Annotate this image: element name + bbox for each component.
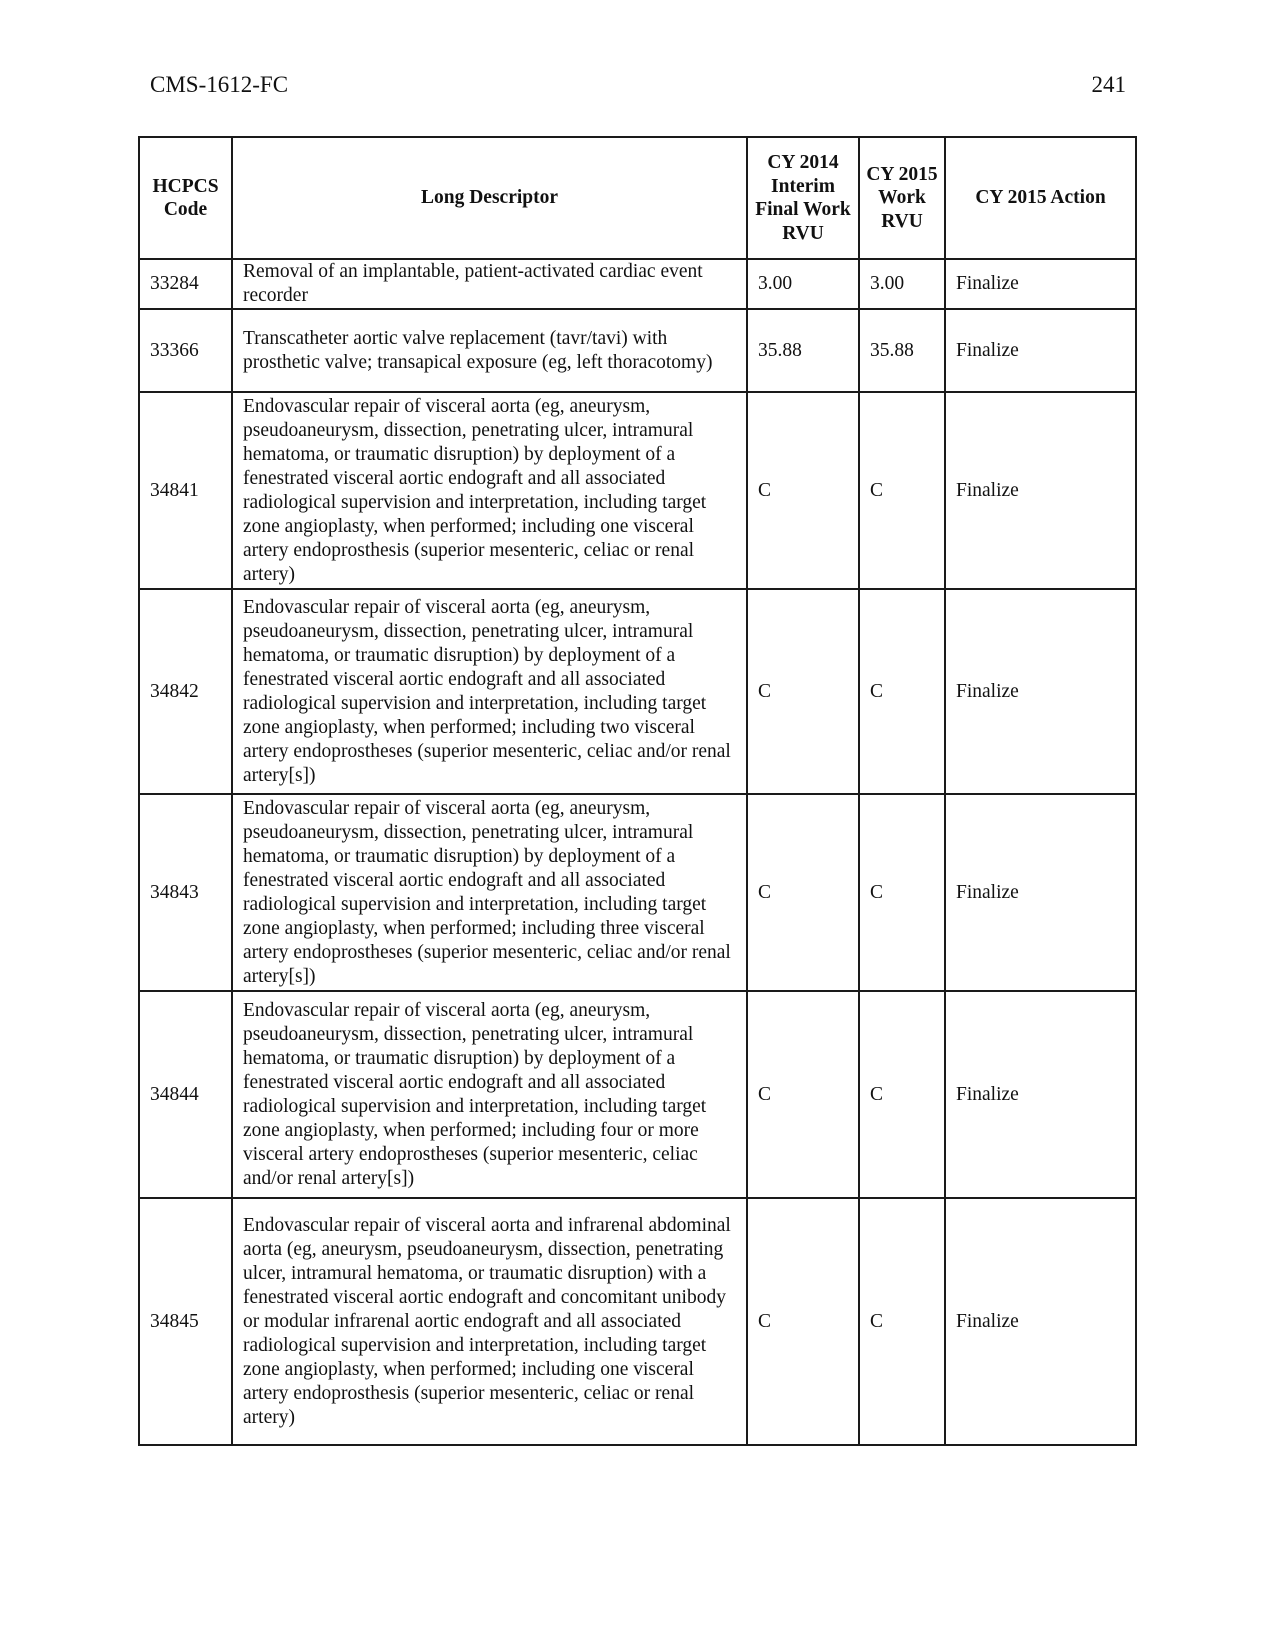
cy2014-rvu-cell: C	[747, 991, 859, 1198]
long-descriptor-cell: Endovascular repair of visceral aorta and infrarenal abdominal aorta (eg, aneurysm, pseudoaneurysm, dissection, penetrating ulcer, intramural hematoma, or traumatic disruption) with a fenestrated visceral aortic endograft and concomitant unibody or modular infrarenal aortic endograft and all associated radiological supervision and interpretation, including target zone angioplasty, when performed; including one visceral artery endoprosthesis (superior mesenteric, celiac or renal artery)	[232, 1198, 747, 1445]
table-row	[139, 392, 1136, 589]
cy2015-rvu-cell: 35.88	[859, 309, 945, 392]
hcpcs-code-cell: 34845	[139, 1198, 232, 1445]
long-descriptor-cell: Transcatheter aortic valve replacement (tavr/tavi) with prosthetic valve; transapical exposure (eg, left thoracotomy)	[232, 309, 747, 392]
hcpcs-code-cell: 34842	[139, 589, 232, 794]
cy2014-rvu-cell: C	[747, 794, 859, 991]
long-descriptor-cell: Endovascular repair of visceral aorta (eg, aneurysm, pseudoaneurysm, dissection, penetrating ulcer, intramural hematoma, or traumatic disruption) by deployment of a fenestrated visceral aortic endograft and all associated radiological supervision and interpretation, including target zone angioplasty, when performed; including one visceral artery endoprosthesis (superior mesenteric, celiac or renal artery)	[232, 392, 747, 589]
table-row	[139, 1198, 1136, 1445]
document-id: CMS-1612-FC	[150, 72, 289, 97]
cy2015-rvu-cell: C	[859, 794, 945, 991]
table-row	[139, 309, 1136, 392]
cy2015-rvu-cell: C	[859, 1198, 945, 1445]
column-header-long-descriptor: Long Descriptor	[232, 137, 747, 259]
cy2015-action-cell: Finalize	[945, 392, 1136, 589]
hcpcs-code-cell: 34841	[139, 392, 232, 589]
cy2015-action-cell: Finalize	[945, 991, 1136, 1198]
page-number: 241	[1091, 72, 1126, 97]
cy2015-rvu-cell: 3.00	[859, 259, 945, 309]
cy2015-action-cell: Finalize	[945, 589, 1136, 794]
cy2015-action-cell: Finalize	[945, 794, 1136, 991]
column-header-cy2015-rvu: CY 2015 Work RVU	[859, 137, 945, 259]
column-header-cy2015-action: CY 2015 Action	[945, 137, 1136, 259]
page-header	[150, 72, 1126, 106]
table-row	[139, 589, 1136, 794]
long-descriptor-cell: Endovascular repair of visceral aorta (eg, aneurysm, pseudoaneurysm, dissection, penetrating ulcer, intramural hematoma, or traumatic disruption) by deployment of a fenestrated visceral aortic endograft and all associated radiological supervision and interpretation, including target zone angioplasty, when performed; including four or more visceral artery endoprostheses (superior mesenteric, celiac and/or renal artery[s])	[232, 991, 747, 1198]
column-header-cy2014-rvu: CY 2014 Interim Final Work RVU	[747, 137, 859, 259]
cy2014-rvu-cell: C	[747, 1198, 859, 1445]
hcpcs-code-cell: 34843	[139, 794, 232, 991]
hcpcs-code-cell: 34844	[139, 991, 232, 1198]
cy2015-rvu-cell: C	[859, 991, 945, 1198]
table-row	[139, 794, 1136, 991]
long-descriptor-cell: Endovascular repair of visceral aorta (eg, aneurysm, pseudoaneurysm, dissection, penetrating ulcer, intramural hematoma, or traumatic disruption) by deployment of a fenestrated visceral aortic endograft and all associated radiological supervision and interpretation, including target zone angioplasty, when performed; including two visceral artery endoprostheses (superior mesenteric, celiac and/or renal artery[s])	[232, 589, 747, 794]
cy2014-rvu-cell: 3.00	[747, 259, 859, 309]
column-header-hcpcs-code: HCPCS Code	[139, 137, 232, 259]
rvu-table	[138, 136, 1137, 1446]
table-row	[139, 991, 1136, 1198]
table-row	[139, 259, 1136, 309]
hcpcs-code-cell: 33366	[139, 309, 232, 392]
table-header-row	[139, 137, 1136, 259]
cy2014-rvu-cell: C	[747, 392, 859, 589]
hcpcs-code-cell: 33284	[139, 259, 232, 309]
cy2015-action-cell: Finalize	[945, 309, 1136, 392]
long-descriptor-cell: Removal of an implantable, patient-activated cardiac event recorder	[232, 259, 747, 309]
long-descriptor-cell: Endovascular repair of visceral aorta (eg, aneurysm, pseudoaneurysm, dissection, penetrating ulcer, intramural hematoma, or traumatic disruption) by deployment of a fenestrated visceral aortic endograft and all associated radiological supervision and interpretation, including target zone angioplasty, when performed; including three visceral artery endoprostheses (superior mesenteric, celiac and/or renal artery[s])	[232, 794, 747, 991]
cy2015-action-cell: Finalize	[945, 1198, 1136, 1445]
cy2015-action-cell: Finalize	[945, 259, 1136, 309]
cy2014-rvu-cell: 35.88	[747, 309, 859, 392]
cy2014-rvu-cell: C	[747, 589, 859, 794]
cy2015-rvu-cell: C	[859, 392, 945, 589]
cy2015-rvu-cell: C	[859, 589, 945, 794]
